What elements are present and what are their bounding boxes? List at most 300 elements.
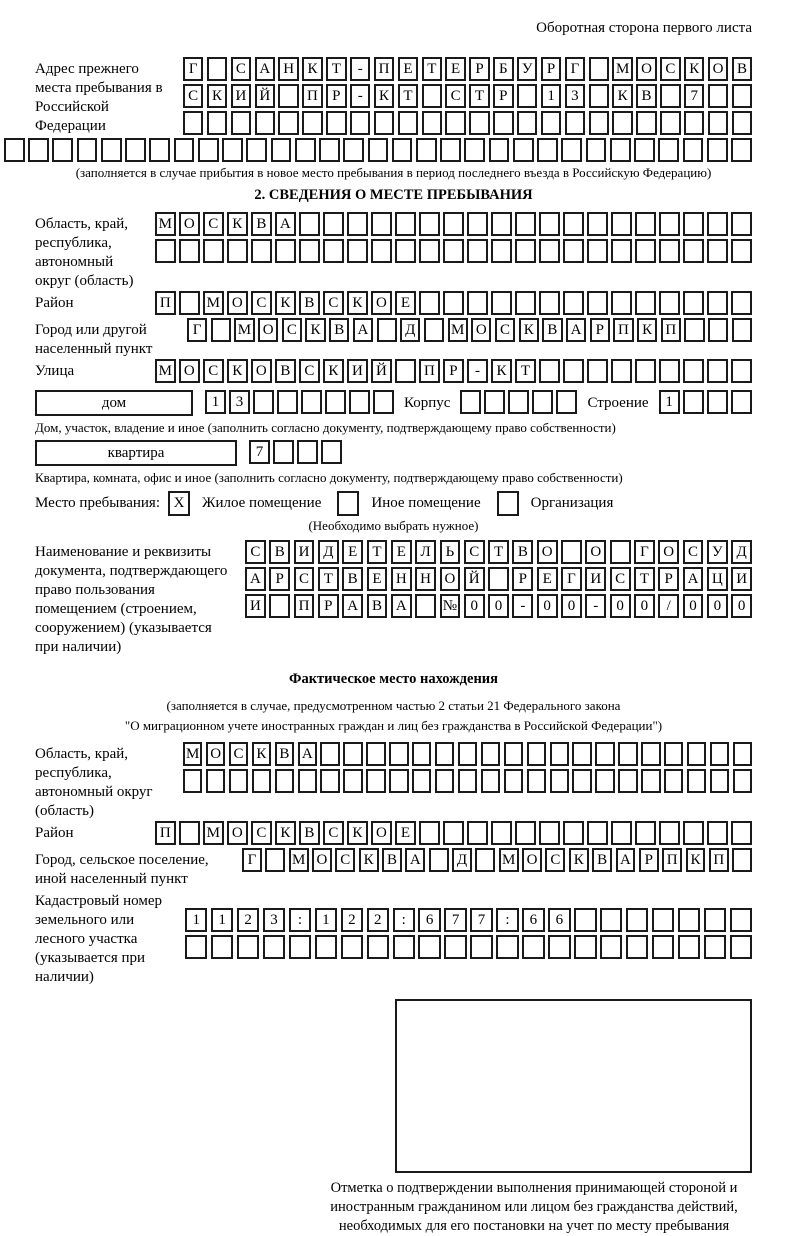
char-box[interactable] <box>424 318 444 342</box>
char-box[interactable] <box>207 57 227 81</box>
char-box[interactable]: К <box>275 291 296 315</box>
char-box[interactable]: Р <box>541 57 561 81</box>
char-box[interactable] <box>587 359 608 383</box>
char-box[interactable] <box>484 390 505 414</box>
char-box[interactable] <box>708 318 728 342</box>
char-box[interactable] <box>600 935 622 959</box>
char-box[interactable] <box>418 935 440 959</box>
char-box[interactable] <box>683 212 704 236</box>
char-box[interactable] <box>299 212 320 236</box>
char-box[interactable]: № <box>440 594 461 618</box>
char-box[interactable]: Д <box>731 540 752 564</box>
char-box[interactable] <box>731 138 752 162</box>
char-box[interactable]: 0 <box>561 594 582 618</box>
char-box[interactable] <box>707 138 728 162</box>
char-box[interactable]: 7 <box>470 908 492 932</box>
char-box[interactable]: Е <box>367 567 388 591</box>
char-box[interactable] <box>179 239 200 263</box>
char-box[interactable] <box>522 935 544 959</box>
char-box[interactable]: П <box>419 359 440 383</box>
stay-option-other-checkbox[interactable] <box>337 491 359 516</box>
char-box[interactable]: П <box>661 318 681 342</box>
char-box[interactable] <box>366 769 385 793</box>
char-box[interactable] <box>537 138 558 162</box>
char-box[interactable]: С <box>299 359 320 383</box>
char-box[interactable] <box>684 111 704 135</box>
char-box[interactable]: С <box>282 318 302 342</box>
char-box[interactable]: О <box>179 359 200 383</box>
char-box[interactable] <box>634 138 655 162</box>
char-box[interactable]: Т <box>488 540 509 564</box>
char-box[interactable]: Н <box>415 567 436 591</box>
char-box[interactable]: Т <box>398 84 418 108</box>
char-box[interactable] <box>541 111 561 135</box>
char-box[interactable] <box>343 742 362 766</box>
char-box[interactable] <box>350 111 370 135</box>
char-box[interactable]: О <box>658 540 679 564</box>
char-box[interactable] <box>731 212 752 236</box>
char-box[interactable]: А <box>298 742 317 766</box>
char-box[interactable]: А <box>255 57 275 81</box>
char-box[interactable]: К <box>347 821 368 845</box>
char-box[interactable]: С <box>545 848 565 872</box>
char-box[interactable] <box>704 908 726 932</box>
char-box[interactable]: Й <box>255 84 275 108</box>
char-box[interactable]: Е <box>391 540 412 564</box>
char-box[interactable] <box>610 138 631 162</box>
char-box[interactable]: С <box>323 821 344 845</box>
char-box[interactable] <box>572 769 591 793</box>
char-box[interactable]: Ь <box>440 540 461 564</box>
char-box[interactable]: Д <box>318 540 339 564</box>
char-box[interactable] <box>422 111 442 135</box>
char-box[interactable] <box>419 212 440 236</box>
char-box[interactable] <box>222 138 243 162</box>
char-box[interactable]: Й <box>371 359 392 383</box>
house-type-box[interactable]: дом <box>35 390 193 416</box>
char-box[interactable] <box>395 239 416 263</box>
char-box[interactable] <box>467 212 488 236</box>
char-box[interactable]: В <box>329 318 349 342</box>
char-box[interactable]: С <box>683 540 704 564</box>
char-box[interactable] <box>377 318 397 342</box>
char-box[interactable] <box>464 138 485 162</box>
char-box[interactable]: Т <box>515 359 536 383</box>
char-box[interactable] <box>458 742 477 766</box>
char-box[interactable] <box>415 594 436 618</box>
char-box[interactable] <box>77 138 98 162</box>
char-box[interactable]: : <box>496 908 518 932</box>
char-box[interactable] <box>398 111 418 135</box>
char-box[interactable] <box>589 57 609 81</box>
char-box[interactable]: : <box>393 908 415 932</box>
char-box[interactable] <box>469 111 489 135</box>
char-box[interactable]: П <box>374 57 394 81</box>
char-box[interactable] <box>611 212 632 236</box>
char-box[interactable] <box>475 848 495 872</box>
char-box[interactable]: 0 <box>610 594 631 618</box>
char-box[interactable]: - <box>467 359 488 383</box>
char-box[interactable]: В <box>592 848 612 872</box>
char-box[interactable]: О <box>258 318 278 342</box>
char-box[interactable] <box>458 769 477 793</box>
char-box[interactable]: М <box>203 291 224 315</box>
char-box[interactable]: К <box>252 742 271 766</box>
char-box[interactable] <box>295 138 316 162</box>
char-box[interactable] <box>412 769 431 793</box>
char-box[interactable] <box>532 390 553 414</box>
char-box[interactable]: И <box>347 359 368 383</box>
char-box[interactable] <box>367 935 389 959</box>
char-box[interactable]: Ц <box>707 567 728 591</box>
char-box[interactable]: В <box>275 359 296 383</box>
char-box[interactable]: 2 <box>237 908 259 932</box>
char-box[interactable]: - <box>350 57 370 81</box>
char-box[interactable] <box>539 821 560 845</box>
char-box[interactable]: 0 <box>464 594 485 618</box>
char-box[interactable]: М <box>155 212 176 236</box>
char-box[interactable] <box>660 111 680 135</box>
char-box[interactable]: 2 <box>367 908 389 932</box>
char-box[interactable]: Г <box>187 318 207 342</box>
char-box[interactable] <box>659 291 680 315</box>
char-box[interactable]: - <box>585 594 606 618</box>
char-box[interactable] <box>683 821 704 845</box>
char-box[interactable] <box>389 742 408 766</box>
char-box[interactable]: Д <box>400 318 420 342</box>
char-box[interactable]: - <box>350 84 370 108</box>
char-box[interactable] <box>371 239 392 263</box>
char-box[interactable]: С <box>445 84 465 108</box>
stay-option-residential-checkbox[interactable]: X <box>168 491 190 516</box>
char-box[interactable] <box>206 769 225 793</box>
char-box[interactable]: В <box>299 291 320 315</box>
char-box[interactable]: Й <box>464 567 485 591</box>
char-box[interactable] <box>586 138 607 162</box>
char-box[interactable] <box>207 111 227 135</box>
char-box[interactable] <box>28 138 49 162</box>
char-box[interactable]: Г <box>561 567 582 591</box>
char-box[interactable]: С <box>464 540 485 564</box>
char-box[interactable] <box>589 84 609 108</box>
char-box[interactable] <box>635 359 656 383</box>
char-box[interactable]: С <box>229 742 248 766</box>
char-box[interactable] <box>572 742 591 766</box>
char-box[interactable]: К <box>305 318 325 342</box>
char-box[interactable] <box>636 111 656 135</box>
char-box[interactable] <box>707 212 728 236</box>
char-box[interactable] <box>587 212 608 236</box>
char-box[interactable] <box>299 239 320 263</box>
char-box[interactable] <box>587 821 608 845</box>
char-box[interactable] <box>265 848 285 872</box>
char-box[interactable]: 6 <box>548 908 570 932</box>
char-box[interactable]: / <box>658 594 679 618</box>
char-box[interactable] <box>323 239 344 263</box>
char-box[interactable] <box>489 138 510 162</box>
char-box[interactable] <box>496 935 518 959</box>
char-box[interactable]: И <box>731 567 752 591</box>
char-box[interactable] <box>687 769 706 793</box>
char-box[interactable] <box>659 239 680 263</box>
char-box[interactable] <box>731 359 752 383</box>
char-box[interactable] <box>611 239 632 263</box>
char-box[interactable] <box>611 821 632 845</box>
char-box[interactable] <box>315 935 337 959</box>
char-box[interactable]: Н <box>391 567 412 591</box>
char-box[interactable] <box>269 594 290 618</box>
char-box[interactable] <box>684 318 704 342</box>
char-box[interactable] <box>517 111 537 135</box>
char-box[interactable] <box>641 769 660 793</box>
char-box[interactable] <box>659 359 680 383</box>
char-box[interactable]: О <box>522 848 542 872</box>
char-box[interactable] <box>343 138 364 162</box>
char-box[interactable]: М <box>203 821 224 845</box>
char-box[interactable] <box>229 769 248 793</box>
char-box[interactable]: В <box>251 212 272 236</box>
char-box[interactable]: Р <box>318 594 339 618</box>
char-box[interactable]: - <box>512 594 533 618</box>
char-box[interactable] <box>491 212 512 236</box>
char-box[interactable]: О <box>312 848 332 872</box>
char-box[interactable]: К <box>359 848 379 872</box>
char-box[interactable] <box>563 212 584 236</box>
char-box[interactable] <box>732 318 752 342</box>
char-box[interactable]: Р <box>512 567 533 591</box>
char-box[interactable]: 3 <box>263 908 285 932</box>
char-box[interactable]: П <box>294 594 315 618</box>
char-box[interactable]: С <box>610 567 631 591</box>
char-box[interactable] <box>491 239 512 263</box>
char-box[interactable]: М <box>448 318 468 342</box>
char-box[interactable]: О <box>585 540 606 564</box>
char-box[interactable] <box>561 138 582 162</box>
char-box[interactable] <box>652 935 674 959</box>
char-box[interactable] <box>517 84 537 108</box>
char-box[interactable]: М <box>183 742 202 766</box>
char-box[interactable] <box>101 138 122 162</box>
char-box[interactable]: 0 <box>537 594 558 618</box>
char-box[interactable] <box>612 111 632 135</box>
char-box[interactable] <box>664 742 683 766</box>
char-box[interactable] <box>731 390 752 414</box>
char-box[interactable]: Е <box>537 567 558 591</box>
char-box[interactable] <box>321 440 342 464</box>
char-box[interactable]: П <box>155 821 176 845</box>
char-box[interactable] <box>416 138 437 162</box>
char-box[interactable]: Г <box>634 540 655 564</box>
char-box[interactable]: 3 <box>229 390 250 414</box>
char-box[interactable] <box>504 742 523 766</box>
char-box[interactable] <box>374 111 394 135</box>
char-box[interactable] <box>278 111 298 135</box>
char-box[interactable]: С <box>245 540 266 564</box>
char-box[interactable]: С <box>660 57 680 81</box>
char-box[interactable] <box>185 935 207 959</box>
char-box[interactable]: Т <box>318 567 339 591</box>
char-box[interactable] <box>203 239 224 263</box>
char-box[interactable] <box>556 390 577 414</box>
char-box[interactable] <box>275 239 296 263</box>
char-box[interactable] <box>278 84 298 108</box>
char-box[interactable] <box>179 291 200 315</box>
char-box[interactable] <box>419 821 440 845</box>
char-box[interactable]: К <box>207 84 227 108</box>
char-box[interactable]: А <box>391 594 412 618</box>
char-box[interactable] <box>227 239 248 263</box>
char-box[interactable] <box>298 769 317 793</box>
char-box[interactable]: М <box>289 848 309 872</box>
char-box[interactable]: А <box>353 318 373 342</box>
char-box[interactable] <box>412 742 431 766</box>
char-box[interactable] <box>343 769 362 793</box>
char-box[interactable]: А <box>616 848 636 872</box>
char-box[interactable]: Р <box>493 84 513 108</box>
char-box[interactable] <box>527 769 546 793</box>
char-box[interactable] <box>211 318 231 342</box>
char-box[interactable] <box>539 359 560 383</box>
char-box[interactable] <box>587 291 608 315</box>
char-box[interactable]: Н <box>278 57 298 81</box>
char-box[interactable] <box>515 212 536 236</box>
char-box[interactable]: В <box>275 742 294 766</box>
char-box[interactable] <box>683 390 704 414</box>
char-box[interactable] <box>618 769 637 793</box>
char-box[interactable] <box>302 111 322 135</box>
char-box[interactable] <box>611 291 632 315</box>
char-box[interactable]: Р <box>639 848 659 872</box>
char-box[interactable] <box>635 212 656 236</box>
char-box[interactable]: 0 <box>683 594 704 618</box>
char-box[interactable]: 1 <box>541 84 561 108</box>
char-box[interactable] <box>589 111 609 135</box>
char-box[interactable] <box>341 935 363 959</box>
char-box[interactable]: Т <box>634 567 655 591</box>
char-box[interactable]: В <box>732 57 752 81</box>
char-box[interactable] <box>595 742 614 766</box>
char-box[interactable]: К <box>323 359 344 383</box>
char-box[interactable] <box>445 111 465 135</box>
char-box[interactable] <box>710 742 729 766</box>
char-box[interactable]: Р <box>269 567 290 591</box>
char-box[interactable] <box>635 291 656 315</box>
char-box[interactable] <box>664 769 683 793</box>
char-box[interactable] <box>618 742 637 766</box>
char-box[interactable]: С <box>495 318 515 342</box>
char-box[interactable]: В <box>342 567 363 591</box>
char-box[interactable]: Т <box>422 57 442 81</box>
char-box[interactable]: П <box>302 84 322 108</box>
char-box[interactable]: В <box>299 821 320 845</box>
char-box[interactable] <box>460 390 481 414</box>
char-box[interactable] <box>435 769 454 793</box>
char-box[interactable] <box>349 390 370 414</box>
char-box[interactable] <box>563 239 584 263</box>
char-box[interactable]: П <box>155 291 176 315</box>
char-box[interactable]: А <box>275 212 296 236</box>
char-box[interactable] <box>731 821 752 845</box>
char-box[interactable] <box>707 291 728 315</box>
char-box[interactable]: Е <box>342 540 363 564</box>
char-box[interactable] <box>730 908 752 932</box>
char-box[interactable] <box>174 138 195 162</box>
char-box[interactable]: И <box>294 540 315 564</box>
char-box[interactable]: 0 <box>634 594 655 618</box>
char-box[interactable] <box>561 540 582 564</box>
char-box[interactable] <box>565 111 585 135</box>
char-box[interactable] <box>389 769 408 793</box>
char-box[interactable]: С <box>294 567 315 591</box>
char-box[interactable]: А <box>566 318 586 342</box>
char-box[interactable] <box>563 359 584 383</box>
char-box[interactable] <box>347 212 368 236</box>
char-box[interactable] <box>481 742 500 766</box>
char-box[interactable]: К <box>569 848 589 872</box>
char-box[interactable] <box>393 935 415 959</box>
char-box[interactable]: О <box>179 212 200 236</box>
char-box[interactable] <box>515 239 536 263</box>
char-box[interactable]: 0 <box>731 594 752 618</box>
char-box[interactable] <box>652 908 674 932</box>
char-box[interactable] <box>708 84 728 108</box>
char-box[interactable] <box>395 212 416 236</box>
char-box[interactable]: Е <box>395 821 416 845</box>
char-box[interactable] <box>429 848 449 872</box>
char-box[interactable] <box>467 291 488 315</box>
char-box[interactable] <box>626 908 648 932</box>
char-box[interactable] <box>491 291 512 315</box>
char-box[interactable] <box>320 769 339 793</box>
char-box[interactable] <box>323 212 344 236</box>
char-box[interactable]: С <box>203 359 224 383</box>
char-box[interactable] <box>707 821 728 845</box>
char-box[interactable]: Б <box>493 57 513 81</box>
char-box[interactable] <box>610 540 631 564</box>
char-box[interactable] <box>704 935 726 959</box>
char-box[interactable]: 1 <box>315 908 337 932</box>
char-box[interactable] <box>422 84 442 108</box>
char-box[interactable] <box>467 239 488 263</box>
char-box[interactable] <box>253 390 274 414</box>
char-box[interactable]: К <box>686 848 706 872</box>
char-box[interactable] <box>708 111 728 135</box>
char-box[interactable]: О <box>371 821 392 845</box>
char-box[interactable] <box>563 291 584 315</box>
char-box[interactable]: О <box>440 567 461 591</box>
char-box[interactable] <box>491 821 512 845</box>
char-box[interactable] <box>231 111 251 135</box>
char-box[interactable] <box>732 84 752 108</box>
char-box[interactable]: К <box>684 57 704 81</box>
char-box[interactable] <box>481 769 500 793</box>
char-box[interactable] <box>595 769 614 793</box>
char-box[interactable]: К <box>491 359 512 383</box>
char-box[interactable] <box>730 935 752 959</box>
char-box[interactable]: О <box>206 742 225 766</box>
char-box[interactable] <box>539 291 560 315</box>
char-box[interactable] <box>611 359 632 383</box>
char-box[interactable]: С <box>251 291 272 315</box>
char-box[interactable]: 1 <box>659 390 680 414</box>
char-box[interactable] <box>443 239 464 263</box>
char-box[interactable] <box>626 935 648 959</box>
char-box[interactable] <box>504 769 523 793</box>
char-box[interactable] <box>149 138 170 162</box>
char-box[interactable] <box>301 390 322 414</box>
char-box[interactable] <box>707 390 728 414</box>
char-box[interactable] <box>251 239 272 263</box>
